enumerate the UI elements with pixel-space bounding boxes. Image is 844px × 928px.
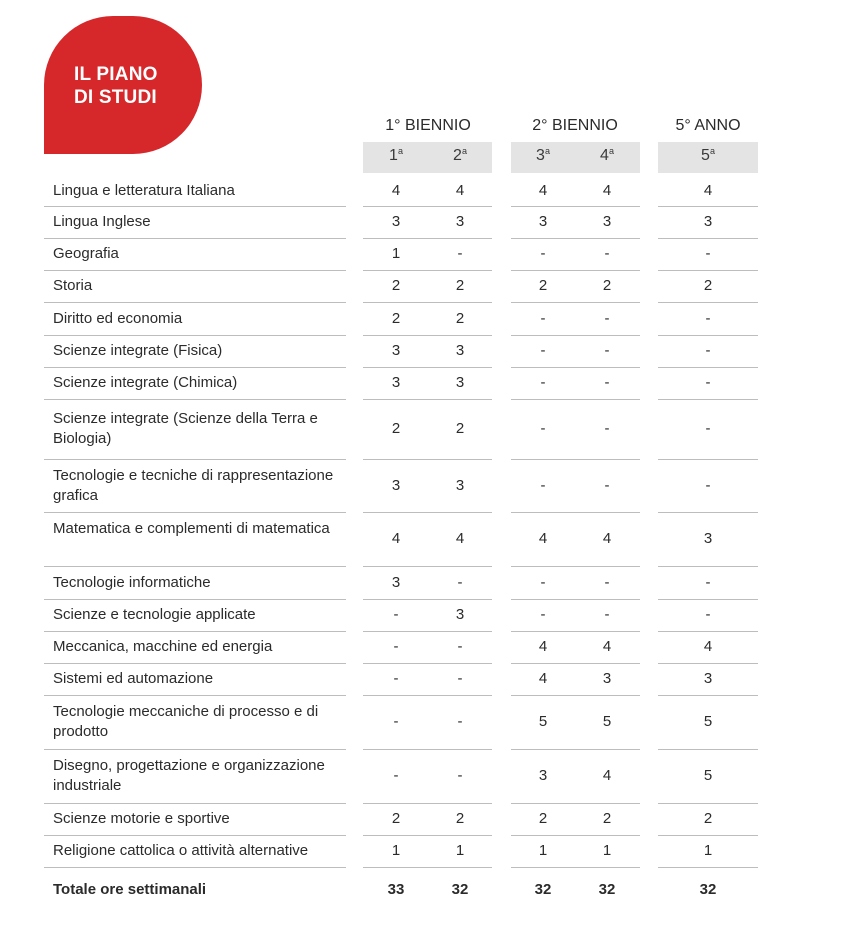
hours-cell: 4 [602,181,612,199]
hours-cell: 4 [602,638,612,655]
hours-cell: 4 [703,638,713,655]
row-divider [511,206,640,207]
hours-cell: 1 [391,245,401,262]
year-label [523,147,563,165]
subject-label: Scienze e tecnologie applicate [53,606,256,623]
subject-label: Scienze integrate (Chimica) [53,374,238,391]
hours-cell: - [705,606,711,623]
hours-cell: 3 [391,374,401,391]
row-divider [511,631,640,632]
row-divider [658,399,758,400]
hours-cell: - [604,606,610,623]
hours-cell: 3 [455,213,465,230]
row-divider [511,399,640,400]
hours-cell: - [705,420,711,437]
hours-cell: - [457,713,463,730]
subject-label: Religione cattolica o attività alternative [53,842,309,859]
hours-cell: 4 [538,530,548,547]
row-divider [658,835,758,836]
row-divider [658,695,758,696]
row-divider-subject [44,867,346,868]
hours-cell: 2 [391,420,401,437]
hours-cell: 4 [538,181,548,199]
row-divider [511,599,640,600]
row-divider-subject [44,803,346,804]
subject-label: Diritto ed economia [53,309,183,327]
row-divider [658,367,758,368]
subject-label: Scienze integrate (Scienze della Terra e Biologia) [53,410,318,447]
subject-label: Geografia [53,245,119,262]
hours-cell: 2 [703,810,713,827]
row-divider [658,663,758,664]
hours-cell: - [540,309,546,327]
hours-cell: 3 [391,573,401,591]
row-divider [363,749,492,750]
hours-cell: - [457,670,463,687]
row-divider-subject [44,399,346,400]
row-divider [363,695,492,696]
hours-cell: 4 [538,670,548,687]
row-divider [658,335,758,336]
hours-cell: - [604,374,610,391]
row-divider [363,599,492,600]
row-divider [511,270,640,271]
row-divider-subject [44,599,346,600]
year-label [376,147,416,165]
hours-cell: 1 [538,842,548,859]
total-cell: 32 [598,881,616,898]
row-divider-subject [44,367,346,368]
hours-cell: 3 [455,606,465,623]
total-cell: 32 [534,881,552,898]
row-divider [363,335,492,336]
total-cell: 32 [451,881,469,898]
hours-cell: 2 [602,277,612,294]
subject-label: Tecnologie e tecniche di rappresentazione grafica [53,466,334,504]
row-divider-subject [44,695,346,696]
total-label: Totale ore settimanali [53,881,207,898]
row-divider [363,459,492,460]
subject-label: Storia [53,277,93,294]
subject-label: Scienze motorie e sportive [53,810,230,827]
hours-cell: - [457,767,463,784]
hours-cell: - [705,573,711,591]
hours-cell: - [604,573,610,591]
total-cell: 33 [387,881,405,898]
hours-cell: 3 [703,530,713,547]
year-label [587,147,627,165]
hours-cell: 1 [391,842,401,859]
row-divider [658,803,758,804]
row-divider [658,302,758,303]
hours-cell: - [457,245,463,262]
hours-cell: 3 [538,213,548,230]
row-divider [511,663,640,664]
hours-cell: 3 [602,213,612,230]
subject-label: Scienze integrate (Fisica) [53,342,223,359]
year-label [688,147,728,165]
row-divider [363,566,492,567]
year-suffix: a [397,146,403,156]
row-divider [658,270,758,271]
hours-cell: 2 [703,277,713,294]
hours-cell: 2 [538,810,548,827]
subject-label: Sistemi ed automazione [53,670,214,687]
hours-cell: - [393,713,399,730]
hours-cell: - [705,476,711,494]
row-divider [511,835,640,836]
hours-cell: - [540,573,546,591]
row-divider [511,238,640,239]
hours-cell: - [540,342,546,359]
hours-cell: 4 [602,767,612,784]
hours-cell: 5 [538,713,548,730]
hours-cell: 1 [602,842,612,859]
row-divider [658,566,758,567]
hours-cell: 4 [602,530,612,547]
subject-label: Matematica e complementi di matematica [53,520,330,537]
hours-cell: 4 [455,530,465,547]
hours-cell: 3 [391,213,401,230]
row-divider [511,695,640,696]
row-divider-subject [44,749,346,750]
hours-cell: - [540,420,546,437]
hours-cell: 3 [538,767,548,784]
row-divider-subject [44,459,346,460]
row-divider [511,512,640,513]
page-title [74,63,158,109]
hours-cell: - [457,573,463,591]
row-divider-subject [44,835,346,836]
hours-cell: 3 [455,476,465,494]
hours-cell: 5 [602,713,612,730]
hours-cell: - [393,638,399,655]
year-number: 3 [536,147,545,164]
row-divider [511,302,640,303]
row-divider [363,867,492,868]
hours-cell: 4 [703,181,713,199]
row-divider [658,749,758,750]
hours-cell: - [393,767,399,784]
row-divider-subject [44,663,346,664]
group-title: 2° BIENNIO [532,117,618,134]
row-divider [363,399,492,400]
year-number: 1 [389,147,398,164]
hours-cell: 3 [703,670,713,687]
hours-cell: - [393,670,399,687]
row-divider-subject [44,566,346,567]
row-divider [363,302,492,303]
row-divider [511,335,640,336]
page-title-line-2: DI STUDI [74,87,157,108]
subject-label: Disegno, progettazione e organizzazione industriale [53,757,325,794]
hours-cell: - [705,342,711,359]
total-cell: 32 [699,881,717,898]
row-divider [658,631,758,632]
subject-label: Tecnologie informatiche [53,573,211,591]
hours-cell: - [393,606,399,623]
year-suffix: a [544,146,550,156]
row-divider [363,238,492,239]
row-divider [511,867,640,868]
row-divider-subject [44,206,346,207]
row-divider [363,835,492,836]
subject-label: Lingua e letteratura Italiana [53,181,235,199]
hours-cell: 5 [703,713,713,730]
subject-label: Tecnologie meccaniche di processo e di prodotto [53,703,319,740]
hours-cell: 2 [391,309,401,327]
row-divider [511,459,640,460]
row-divider-subject [44,335,346,336]
year-suffix: a [461,146,467,156]
row-divider [511,367,640,368]
hours-cell: 4 [538,638,548,655]
row-divider-subject [44,270,346,271]
group-title: 5° ANNO [675,117,741,134]
hours-cell: 2 [455,309,465,327]
row-divider-subject [44,302,346,303]
row-divider [363,270,492,271]
hours-cell: 2 [538,277,548,294]
year-number: 2 [453,147,462,164]
row-divider [363,512,492,513]
row-divider [363,663,492,664]
row-divider [511,566,640,567]
hours-cell: - [604,420,610,437]
hours-cell: - [604,342,610,359]
hours-cell: - [705,374,711,391]
row-divider [658,599,758,600]
hours-cell: - [540,245,546,262]
hours-cell: 2 [455,810,465,827]
row-divider-subject [44,512,346,513]
subject-label: Lingua Inglese [53,213,151,230]
page-title-line-1: IL PIANO [74,64,158,85]
hours-cell: 3 [703,213,713,230]
hours-cell: - [457,638,463,655]
row-divider [363,631,492,632]
hours-cell: 3 [455,342,465,359]
year-label [440,147,480,165]
subject-label: Meccanica, macchine ed energia [53,638,273,655]
year-number: 4 [600,147,609,164]
hours-cell: 3 [391,476,401,494]
row-divider [658,238,758,239]
title-badge [44,16,202,154]
hours-cell: - [540,374,546,391]
row-divider [511,749,640,750]
hours-cell: 4 [391,181,401,199]
hours-cell: - [604,309,610,327]
hours-cell: 4 [391,530,401,547]
row-divider [658,512,758,513]
row-divider-subject [44,238,346,239]
row-divider [658,206,758,207]
hours-cell: 2 [602,810,612,827]
hours-cell: 3 [602,670,612,687]
row-divider [658,459,758,460]
row-divider [363,367,492,368]
hours-cell: 2 [391,810,401,827]
hours-cell: - [604,476,610,494]
hours-cell: 3 [455,374,465,391]
hours-cell: 5 [703,767,713,784]
row-divider [658,867,758,868]
hours-cell: - [604,245,610,262]
row-divider [363,206,492,207]
hours-cell: - [540,476,546,494]
hours-cell: 2 [391,277,401,294]
row-divider-subject [44,631,346,632]
row-divider [511,803,640,804]
hours-cell: 1 [455,842,465,859]
hours-cell: - [705,245,711,262]
year-suffix: a [608,146,614,156]
row-divider [363,803,492,804]
year-suffix: a [709,146,715,156]
hours-cell: - [540,606,546,623]
year-number: 5 [701,147,710,164]
hours-cell: 2 [455,277,465,294]
hours-cell: 2 [455,420,465,437]
hours-cell: - [705,309,711,327]
hours-cell: 4 [455,181,465,199]
hours-cell: 3 [391,342,401,359]
group-title: 1° BIENNIO [385,117,471,134]
hours-cell: 1 [703,842,713,859]
